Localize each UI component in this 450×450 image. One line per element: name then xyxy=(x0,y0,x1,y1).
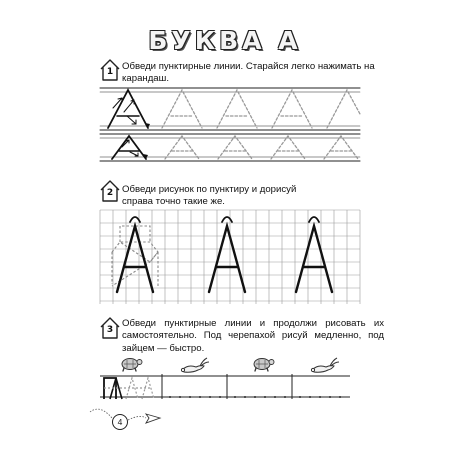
task-3-number: 3 xyxy=(106,325,114,335)
page-title: БУКВА А xyxy=(148,26,302,55)
task-2-number: 2 xyxy=(106,188,114,198)
paper-plane-icon xyxy=(146,414,160,423)
task-1-instruction: Обведи пунктирные линии. Старайся легко нажимать на карандаш. xyxy=(122,61,375,85)
task-1-number: 1 xyxy=(106,67,114,77)
task-3-instruction: Обведи пунктирные линии и продолжи рисовать их самостоятельно. Под черепахой рисуй медленно, под зайцем — быстро. xyxy=(122,318,384,354)
page-number: 4 xyxy=(112,414,128,430)
task-2-instruction: Обведи рисунок по пунктиру и дорисуй справа точно такие же. xyxy=(122,184,297,208)
